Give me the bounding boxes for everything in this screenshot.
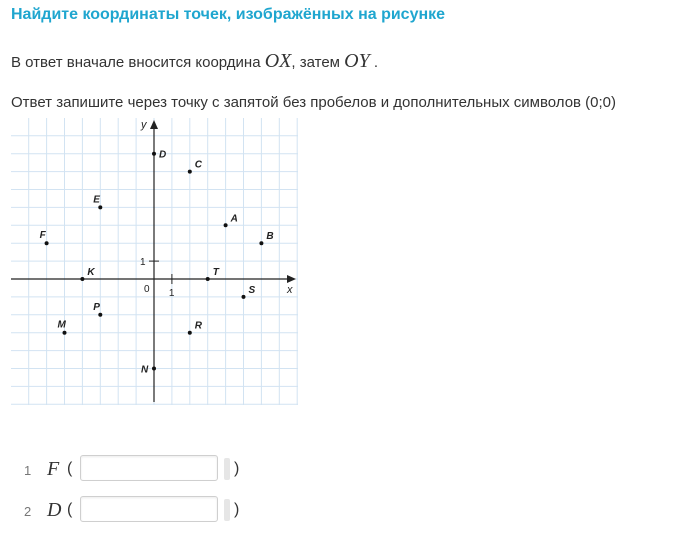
point-label: E [93, 194, 100, 206]
point-label: T [212, 267, 219, 278]
answer-point-label: F [47, 458, 60, 480]
point-marker [45, 241, 49, 245]
open-paren: ( [67, 501, 73, 518]
instruction-prefix: В ответ вначале вносится координа [11, 54, 265, 71]
close-paren: ) [234, 501, 240, 518]
point-label: P [93, 301, 100, 313]
point-marker [80, 277, 84, 281]
axis-ox-label: OX [264, 50, 292, 72]
point-label: S [248, 284, 256, 296]
point-label: K [87, 267, 95, 278]
task-title: Найдите координаты точек, изображённых на рисунке [11, 6, 446, 23]
coordinate-figure [11, 118, 298, 410]
answer-point-label: D [47, 499, 62, 521]
answer-input-f[interactable] [80, 455, 218, 481]
coordinate-plane [11, 118, 298, 405]
point-marker [152, 367, 156, 371]
resize-handle[interactable] [224, 499, 230, 521]
x-unit-label: 1 [168, 288, 175, 299]
point-marker [63, 331, 67, 335]
instruction-line [11, 50, 378, 73]
instruction-suffix: . [369, 54, 379, 71]
format-note: Ответ запишите через точку с запятой без пробелов и дополнительных символов (0;0) [11, 94, 617, 111]
y-unit-label: 1 [140, 257, 146, 269]
resize-handle[interactable] [224, 458, 230, 480]
point-label: M [57, 319, 66, 331]
point-label: B [266, 231, 274, 243]
point-label: N [141, 364, 149, 376]
point-marker [206, 277, 210, 281]
point-label: A [230, 213, 238, 225]
answer-number: 1 [24, 463, 32, 478]
answer-input-d[interactable] [80, 496, 218, 522]
point-marker [98, 313, 102, 317]
axis-oy-label: OY [344, 50, 370, 72]
close-paren: ) [234, 460, 240, 477]
open-paren: ( [67, 460, 73, 477]
y-axis-label: y [141, 119, 147, 131]
point-marker [188, 331, 192, 335]
point-marker [259, 241, 263, 245]
x-axis-label: x [287, 284, 293, 296]
point-label: D [159, 149, 167, 161]
point-marker [98, 205, 102, 209]
answer-number: 2 [24, 504, 32, 519]
point-label: F [39, 230, 46, 242]
point-label: C [194, 159, 203, 171]
point-label: R [194, 320, 203, 332]
origin-label: 0 [144, 284, 150, 295]
point-marker [188, 170, 192, 174]
point-marker [224, 223, 228, 227]
point-marker [152, 152, 156, 156]
instruction-middle: , затем [291, 54, 345, 71]
point-marker [242, 295, 246, 299]
